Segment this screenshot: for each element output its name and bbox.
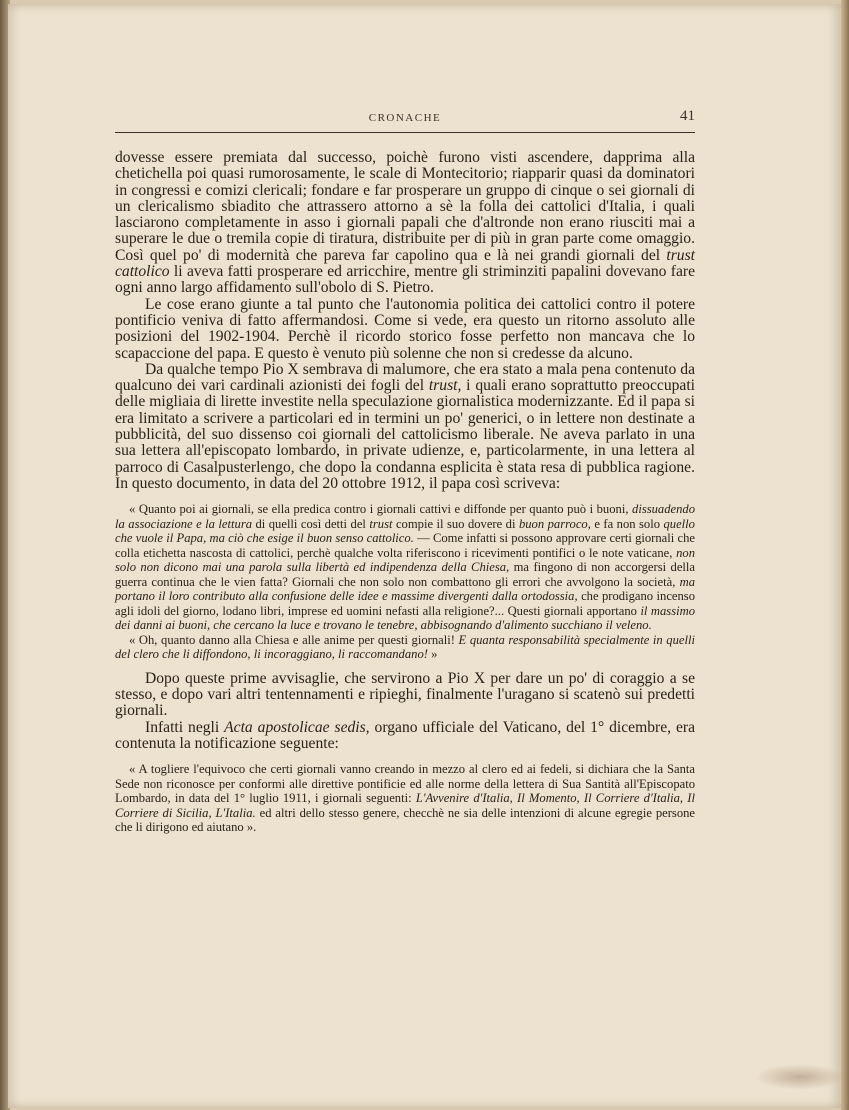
quote-paragraph: « Quanto poi ai giornali, se ella predica contro i giornali cattivi e diffonde per quanto può i buoni, dissuadendo la associazione e la lettura di quelli così detti del trust compie il suo dovere di buon parroco, e fa non solo quello che vuole il Papa, ma ciò che esige il buon senso cattolico. — Come infatti si possono approvare certi giornali che colla etichetta nascosta di cattolici, perchè qualche volta riferiscono i ricevimenti pontifici o le note vaticane, non solo non dicono mai una parola sulla libertà ed indipendenza della Chiesa, ma fingono di non accorgersi della guerra continua che le vien fatta? Giornali che non solo non combattono gli errori che avvolgono la società, ma portano il loro contributo alla confusione delle idee e massime divergenti dalla ortodossia, che prodigano incenso agli idoli del giorno, lodano libri, imprese ed uomini nefasti alla religione?... Questi giornali apportano il massimo dei danni ai buoni, che cercano la luce e trovano le tenebre, abbisognando d'alimento succhiano il veleno. xyxy=(115,502,696,633)
page-edge xyxy=(841,0,849,1110)
running-head: CRONACHE xyxy=(368,112,442,124)
block-quote-letter xyxy=(115,502,695,662)
quote-paragraph: « A togliere l'equivoco che certi giornali vanno creando in mezzo al clero ed ai fedeli, si dichiara che la Santa Sede non riconosce per conformi alle direttive pontificie ed alle norme della lettera di Sua Santità all'Episcopato Lombardo, in data del 1° luglio 1911, i giornali seguenti: L'Avvenire d'Italia, Il Momento, Il Corriere d'Italia, Il Corriere di Sicilia, L'Italia. ed altri dello stesso genere, checchè ne sia delle intenzioni di alcune egregie persone che li dirigono ed aiutano ». xyxy=(115,762,696,835)
paragraph-1: dovesse essere premiata dal successo, poichè furono visti ascendere, dapprima alla chetichella poi quasi rumorosamente, le scale di Montecitorio; riapparir quasi da dominatori in congressi e comizi clericali; fondare e far prosperare un gruppo di cinque o sei giornali di un clericalismo sbiadito che attrassero attorno a sè la folla dei cattolici d'Italia, i quali lasciarono completamente in asso i giornali papali che d'altronde non erano riusciti mai a superare le due o tremila copie di tiratura, distribuite per di più in gran parte come omaggio. Così quel po' di modernità che pareva far capolino qua e là nei grandi giornali del trust cattolico li aveva fatti prosperare ed arricchire, mentre gli striminziti papalini dovevano fare ogni anno largo affidamento sull'obolo di S. Pietro. xyxy=(115,149,695,297)
quote-paragraph: « Oh, quanto danno alla Chiesa e alle anime per questi giornali! E quanta responsabilità specialmente in quelli del clero che li diffondono, li incoraggiano, li raccomandano! » xyxy=(115,632,695,662)
page-body xyxy=(115,150,695,835)
header-rule xyxy=(115,132,695,133)
page-number: 41 xyxy=(680,108,695,124)
paragraph-5: Infatti negli Acta apostolicae sedis, organo ufficiale del Vaticano, del 1° dicembre, era contenuta la notificazione seguente: xyxy=(115,718,696,752)
paragraph-4: Dopo queste prime avvisaglie, che servirono a Pio X per dare un po' di coraggio a se stesso, e dopo vari altri tentennamenti e ripieghi, finalmente l'uragano si scatenò sui predetti giornali. xyxy=(115,669,695,720)
block-quote-notification xyxy=(115,762,695,835)
paragraph-2: Le cose erano giunte a tal punto che l'autonomia politica dei cattolici contro il potere pontificio veniva di fatto affermandosi. Come si vede, era questo un ritorno assoluto alle posizioni del 1902-1904. Perchè il ricordo storico fosse perfetto non mancava che lo scapaccione del papa. E questo è venuto più solenne che non si credesse da alcuno. xyxy=(115,295,695,362)
paragraph-3: Da qualche tempo Pio X sembrava di malumore, che era stato a mala pena contenuto da qualcuno dei vari cardinali azionisti dei fogli del trust, i quali erano soprattutto preoccupati delle migliaia di lirette investite nella speculazione giornalistica modernizzante. Ed il papa si era limitato a scrivere a particolari ed in termini un po' generici, o in lettere non destinate a pubblicità, del suo dissenso coi giornali del cattolicismo liberale. Ne aveva parlato in una sua lettera all'episcopato lombardo, in private udienze, e, particolarmente, in una lettera al parroco di Casalpusterlengo, che dopo la condanna esplicita è stata resa di pubblica ragione. In questo documento, in data del 20 ottobre 1912, il papa così scriveva: xyxy=(115,360,695,492)
paper-stain xyxy=(755,1064,845,1090)
page-header xyxy=(115,108,695,130)
